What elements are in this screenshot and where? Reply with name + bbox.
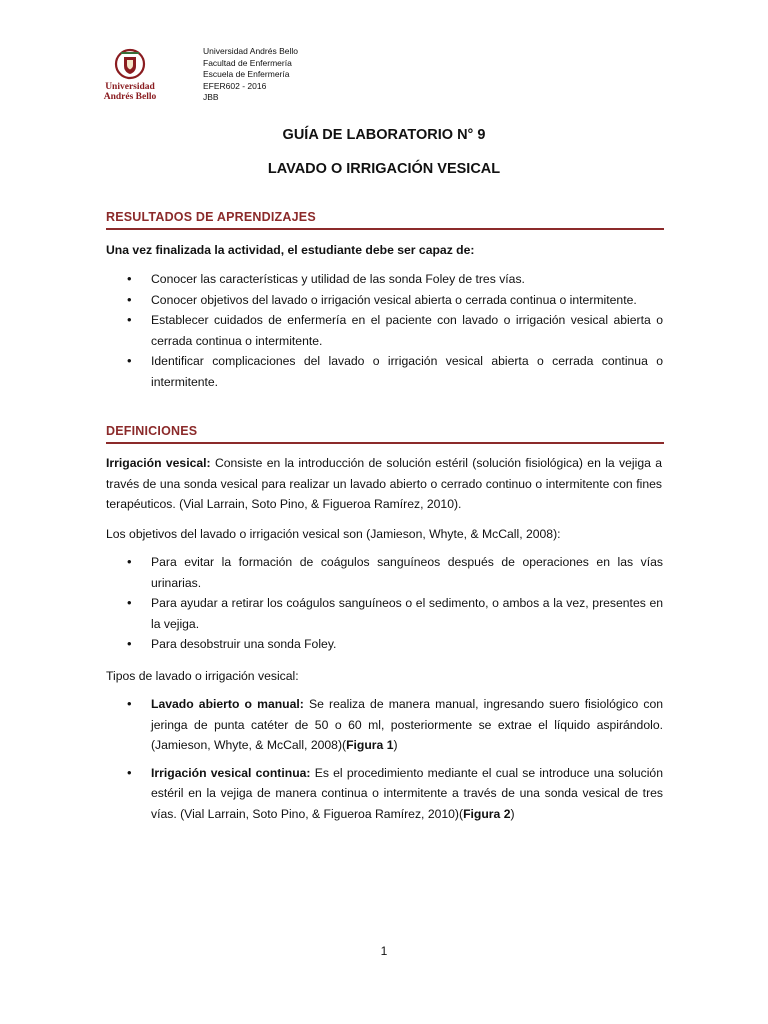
header-info	[203, 46, 298, 104]
header-line-course: EFER602 - 2016	[203, 80, 267, 91]
list-item: • Establecer cuidados de enfermería en el paciente con lavado o irrigación vesical abierta o cerrada continua o intermitente.	[127, 312, 663, 348]
header-line-faculty: Facultad de Enfermería	[203, 57, 292, 68]
bullet-icon: •	[127, 353, 132, 368]
section-definitions	[106, 424, 664, 444]
bullet-icon: •	[127, 636, 132, 651]
header-line-school: Escuela de Enfermería	[203, 69, 290, 79]
bullet-icon: •	[127, 271, 132, 286]
logo-line-2: Andrés Bello	[103, 92, 157, 102]
objectives-list	[127, 552, 663, 655]
definition-text: Consiste en la introducción de solución estéril (solución fisiológica) en la vejiga a través de una sonda vesical para realizar un lavado abierto o cerrado continuo o intermitente con fines terapéuticos. (Vial Larrain, Soto Pino, & Figueroa Ramírez, 2010).	[106, 456, 662, 511]
objectives-intro: Los objetivos del lavado o irrigación vesical son (Jamieson, Whyte, & McCall, 2008):	[106, 527, 561, 541]
bullet-icon: •	[127, 764, 132, 780]
list-item: • Irrigación vesical continua: Es el procedimiento mediante el cual se introduce una solución estéril en la vejiga de manera continua o intermitente a través de una sonda vesical de tres vías. (Vial Larrain, Soto Pino, & Figueroa Ramírez, 2010)(Figura 2)	[127, 764, 663, 821]
results-lead: Una vez finalizada la actividad, el estudiante debe ser capaz de:	[106, 243, 475, 257]
section-results	[106, 210, 664, 230]
header-line-initials: JBB	[203, 92, 219, 102]
bullet-icon: •	[127, 312, 132, 327]
section-results-heading: RESULTADOS DE APRENDIZAJES	[106, 210, 664, 230]
bullet-icon: •	[127, 696, 132, 711]
document-title: GUÍA DE LABORATORIO N° 9	[282, 127, 486, 143]
type-text: Se realiza de manera manual, ingresando suero fisiológico con jeringa de punta catéter de 50 o 60 ml, posteriormente se extrae el líquido aspirándolo. (Jamieson, Whyte, & McCall, 2008)(	[151, 697, 663, 752]
types-intro: Tipos de lavado o irrigación vesical:	[106, 669, 299, 683]
document-subtitle: LAVADO O IRRIGACIÓN VESICAL	[267, 161, 501, 177]
university-logo	[100, 48, 160, 106]
results-list	[127, 269, 663, 392]
list-item: • Conocer las características y utilidad de las sonda Foley de tres vías.	[127, 269, 663, 290]
bullet-icon: •	[127, 291, 132, 307]
list-item: • Conocer objetivos del lavado o irrigación vesical abierta o cerrada continua o intermitente.	[127, 290, 663, 311]
list-item: • Lavado abierto o manual: Se realiza de manera manual, ingresando suero fisiológico con jeringa de punta catéter de 50 o 60 ml, posteriormente se extrae el líquido aspirándolo. (Jamieson, Whyte, & McCall, 2008)(Figura 1)	[127, 696, 663, 752]
list-item: • Para evitar la formación de coágulos sanguíneos después de operaciones en las vías urinarias.	[127, 554, 663, 590]
type-term: Irrigación vesical continua:	[151, 765, 311, 780]
list-item: • Para desobstruir una sonda Foley.	[127, 634, 663, 655]
definition-term: Irrigación vesical:	[106, 456, 211, 470]
list-item: • Para ayudar a retirar los coágulos sanguíneos o el sedimento, o ambos a la vez, presentes en la vejiga.	[127, 595, 663, 631]
page-number: 1	[380, 944, 388, 958]
logo-text	[100, 82, 160, 102]
list-item: • Identificar complicaciones del lavado o irrigación vesical abierta o cerrada continua o intermitente.	[127, 353, 663, 389]
bullet-icon: •	[127, 554, 132, 569]
definition-paragraph	[106, 453, 662, 515]
section-definitions-heading: DEFINICIONES	[106, 424, 664, 444]
type-text: Es el procedimiento mediante el cual se introduce una solución estéril en la vejiga de manera continua o intermitente a través de una sonda vesical de tres vías. (Vial Larrain, Soto Pino, & Figueroa Ramírez, 2010)(	[151, 765, 663, 821]
figure-reference: Figura 1	[346, 738, 394, 752]
types-list	[127, 694, 663, 831]
bullet-icon: •	[127, 595, 132, 610]
university-crest-icon	[113, 48, 147, 80]
figure-reference: Figura 2	[463, 806, 511, 821]
header-line-university: Universidad Andrés Bello	[203, 46, 298, 56]
type-term: Lavado abierto o manual:	[151, 697, 304, 711]
logo-line-1: Universidad	[105, 82, 155, 92]
